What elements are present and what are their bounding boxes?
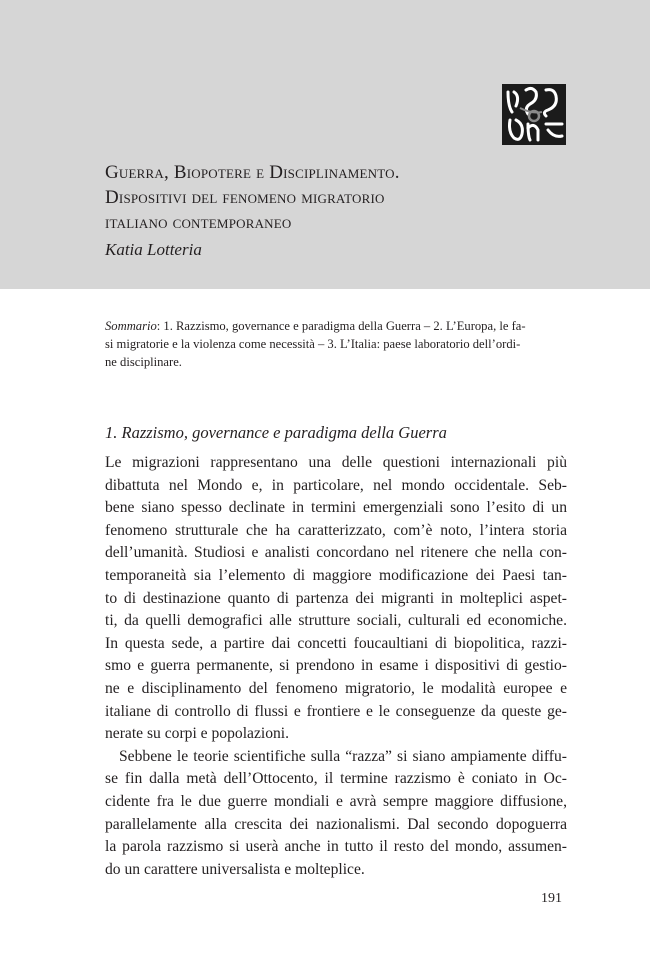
summary-line <box>105 317 567 335</box>
body-line: In questa sede, a partire dai concetti foucaultiani di biopolitica, razzi- <box>105 634 567 652</box>
summary-line: ne disciplinare. <box>105 355 182 369</box>
body-line: do un carattere universalista e molteplice. <box>105 860 365 878</box>
body-line: Le migrazioni rappresentano una delle questioni internazionali più <box>105 454 567 471</box>
body-line: to di destinazione quanto di partenza dei migranti in molteplici aspet- <box>105 589 567 607</box>
body-line: dibattuta nel Mondo e, in particolare, nel mondo occidentale. Seb- <box>105 476 567 494</box>
stylized-letters-logo-icon <box>502 84 566 145</box>
body-line: ti, da quelli demografici alle strutture sociali, culturali ed economiche. <box>105 612 567 630</box>
body-line: Sebbene le teorie scientifiche sulla “razza” si siano ampiamente diffu- <box>119 747 567 765</box>
body-line: temporaneità sia l’elemento di maggiore modificazione dei Paesi tan- <box>105 566 567 584</box>
summary-label: Sommario <box>105 319 157 333</box>
page-number: 191 <box>541 891 562 906</box>
body-line: bene siano spesso declinate in termini emergenziali sono l’esito di un <box>105 499 567 517</box>
summary-line-text: : 1. Razzismo, governance e paradigma della Guerra – 2. L’Europa, le fa- <box>156 319 526 333</box>
body-line: la parola razzismo si userà anche in tutto il resto del mondo, assumen- <box>105 838 567 856</box>
article-title <box>105 160 575 235</box>
body-line: italiane di controllo di flussi e frontiere e le conseguenze da queste ge- <box>105 702 567 720</box>
body-line: cidente fra le due guerre mondiali e avrà sempre maggiore diffusione, <box>105 792 567 810</box>
body-line: ne e disciplinamento del fenomeno migratorio, le modalità europee e <box>105 679 567 697</box>
title-line: italiano contemporaneo <box>105 212 292 233</box>
section-heading: 1. Razzismo, governance e paradigma della Guerra <box>105 423 447 442</box>
summary-line: si migratorie e la violenza come necessità – 3. L’Italia: paese laboratorio dell’ordi- <box>105 337 521 351</box>
body-line: nerate su corpi e popolazioni. <box>105 725 290 743</box>
title-line: Guerra, Biopotere e Disciplinamento. <box>105 162 400 183</box>
body-line: fenomeno strutturale che ha caratterizzato, com’è noto, l’intera storia <box>105 521 567 539</box>
body-line: parallelamente alla crescita dei nazionalismi. Dal secondo dopoguerra <box>105 815 567 833</box>
summary-abstract <box>105 317 567 371</box>
body-line: se fin dalla metà dell’Ottocento, il termine razzismo è coniato in Oc- <box>105 770 567 788</box>
body-text <box>105 452 567 881</box>
body-line: dell’umanità. Studiosi e analisti concordano nel ritenere che nella con- <box>105 544 567 562</box>
author-name: Katia Lotteria <box>105 240 202 259</box>
body-line: smo e guerra permanente, si prendono in esame i dispositivi di gestio- <box>105 657 567 675</box>
title-line: Dispositivi del fenomeno migratorio <box>105 187 385 208</box>
